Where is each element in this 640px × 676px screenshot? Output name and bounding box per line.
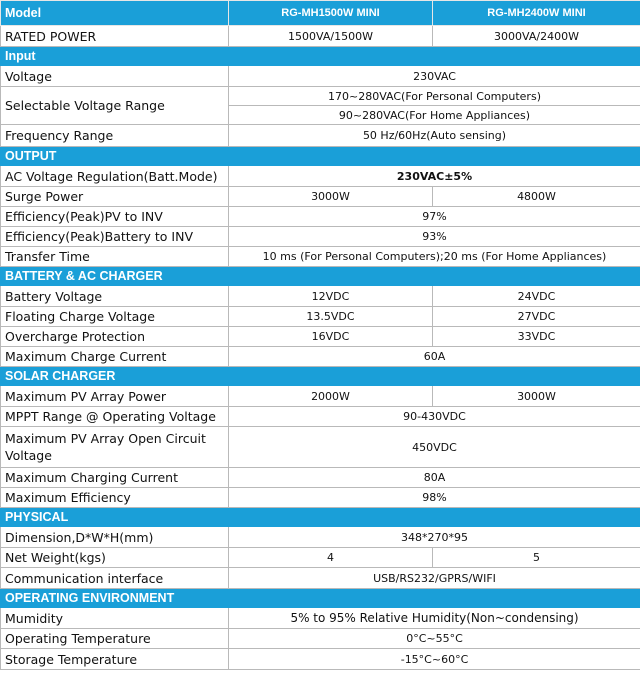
max-efficiency-value: 98% xyxy=(229,488,640,508)
selectable-range-line1: 170~280VAC(For Personal Computers) xyxy=(229,87,640,106)
eff-pv-value: 97% xyxy=(229,207,640,227)
max-charge-current-label: Maximum Charge Current xyxy=(1,347,229,367)
floating-label: Floating Charge Voltage xyxy=(1,307,229,327)
table-row xyxy=(1,66,640,87)
table-row xyxy=(1,327,640,347)
table-row xyxy=(1,227,640,247)
eff-batt-value: 93% xyxy=(229,227,640,247)
table-row xyxy=(1,286,640,307)
section-input-title: Input xyxy=(1,47,640,66)
charging-current-value: 80A xyxy=(229,468,640,488)
rated-power-v2: 3000VA/2400W xyxy=(433,26,640,47)
table-row xyxy=(1,166,640,187)
battery-voltage-v1: 12VDC xyxy=(229,286,433,307)
table-row xyxy=(1,629,640,649)
storage-temp-label: Storage Temperature xyxy=(1,649,229,670)
selectable-range-line2: 90~280VAC(For Home Appliances) xyxy=(229,106,640,125)
section-physical-title: PHYSICAL xyxy=(1,508,640,527)
header-row xyxy=(1,1,640,26)
floating-v2: 27VDC xyxy=(433,307,640,327)
pv-power-v2: 3000W xyxy=(433,386,640,407)
table-row xyxy=(1,125,640,147)
table-row xyxy=(1,187,640,207)
surge-v2: 4800W xyxy=(433,187,640,207)
table-row xyxy=(1,608,640,629)
section-battery xyxy=(1,267,640,286)
table-row xyxy=(1,468,640,488)
mppt-label: MPPT Range @ Operating Voltage xyxy=(1,407,229,427)
comm-value: USB/RS232/GPRS/WIFI xyxy=(229,568,640,589)
ac-reg-value: 230VAC±5% xyxy=(229,166,640,187)
comm-label: Communication interface xyxy=(1,568,229,589)
eff-pv-label: Efficiency(Peak)PV to INV xyxy=(1,207,229,227)
table-row xyxy=(1,347,640,367)
humidity-value: 5% to 95% Relative Humidity(Non~condensing) xyxy=(229,608,640,629)
table-row xyxy=(1,649,640,670)
table-row xyxy=(1,488,640,508)
voltage-value: 230VAC xyxy=(229,66,640,87)
dimension-value: 348*270*95 xyxy=(229,527,640,548)
rated-power-label: RATED POWER xyxy=(1,26,229,47)
model-header: Model xyxy=(1,1,229,26)
table-row xyxy=(1,568,640,589)
dimension-label: Dimension,D*W*H(mm) xyxy=(1,527,229,548)
rated-power-v1: 1500VA/1500W xyxy=(229,26,433,47)
transfer-label: Transfer Time xyxy=(1,247,229,267)
eff-batt-label: Efficiency(Peak)Battery to INV xyxy=(1,227,229,247)
open-circuit-label: Maximum PV Array Open Circuit Voltage xyxy=(1,427,229,468)
section-solar xyxy=(1,367,640,386)
floating-v1: 13.5VDC xyxy=(229,307,433,327)
overcharge-label: Overcharge Protection xyxy=(1,327,229,347)
table-row xyxy=(1,527,640,548)
table-row xyxy=(1,386,640,407)
battery-voltage-label: Battery Voltage xyxy=(1,286,229,307)
storage-temp-value: -15°C~60°C xyxy=(229,649,640,670)
overcharge-v2: 33VDC xyxy=(433,327,640,347)
transfer-value: 10 ms (For Personal Computers);20 ms (For Home Appliances) xyxy=(229,247,640,267)
charging-current-label: Maximum Charging Current xyxy=(1,468,229,488)
model-col1-header: RG-MH1500W MINI xyxy=(229,1,433,26)
table-row xyxy=(1,207,640,227)
model-col2-header: RG-MH2400W MINI xyxy=(433,1,640,26)
pv-power-label: Maximum PV Array Power xyxy=(1,386,229,407)
table-row xyxy=(1,548,640,568)
weight-v1: 4 xyxy=(229,548,433,568)
rated-power-row xyxy=(1,26,640,47)
overcharge-v1: 16VDC xyxy=(229,327,433,347)
battery-voltage-v2: 24VDC xyxy=(433,286,640,307)
section-battery-title: BATTERY & AC CHARGER xyxy=(1,267,640,286)
section-output xyxy=(1,147,640,166)
frequency-label: Frequency Range xyxy=(1,125,229,147)
section-output-title: OUTPUT xyxy=(1,147,640,166)
pv-power-v1: 2000W xyxy=(229,386,433,407)
humidity-label: Mumidity xyxy=(1,608,229,629)
voltage-label: Voltage xyxy=(1,66,229,87)
surge-v1: 3000W xyxy=(229,187,433,207)
section-physical xyxy=(1,508,640,527)
section-environment-title: OPERATING ENVIRONMENT xyxy=(1,589,640,608)
weight-label: Net Weight(kgs) xyxy=(1,548,229,568)
section-environment xyxy=(1,589,640,608)
section-solar-title: SOLAR CHARGER xyxy=(1,367,640,386)
table-row xyxy=(1,87,640,106)
max-charge-current-value: 60A xyxy=(229,347,640,367)
max-efficiency-label: Maximum Efficiency xyxy=(1,488,229,508)
table-row xyxy=(1,427,640,468)
op-temp-value: 0°C~55°C xyxy=(229,629,640,649)
weight-v2: 5 xyxy=(433,548,640,568)
ac-reg-label: AC Voltage Regulation(Batt.Mode) xyxy=(1,166,229,187)
section-input xyxy=(1,47,640,66)
frequency-value: 50 Hz/60Hz(Auto sensing) xyxy=(229,125,640,147)
table-row xyxy=(1,247,640,267)
surge-label: Surge Power xyxy=(1,187,229,207)
table-row xyxy=(1,307,640,327)
op-temp-label: Operating Temperature xyxy=(1,629,229,649)
table-row xyxy=(1,407,640,427)
mppt-value: 90-430VDC xyxy=(229,407,640,427)
selectable-range-label: Selectable Voltage Range xyxy=(1,87,229,125)
open-circuit-value: 450VDC xyxy=(229,427,640,468)
